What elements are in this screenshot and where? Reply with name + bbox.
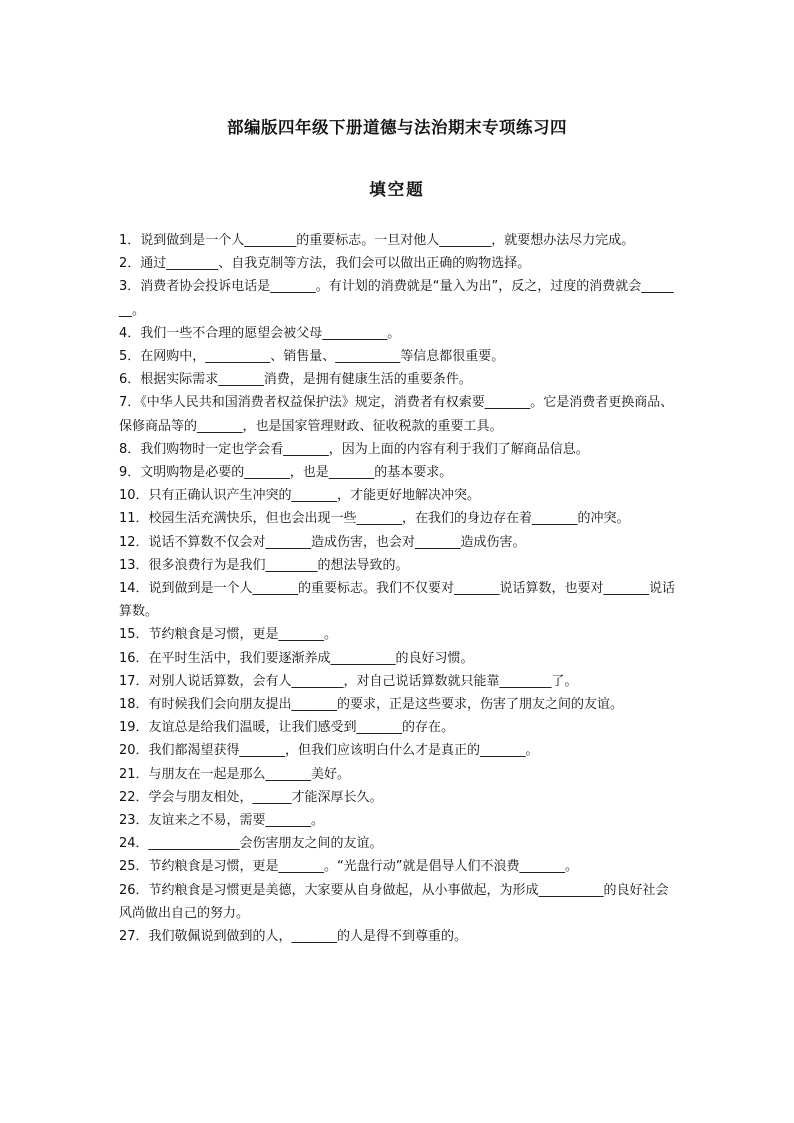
question-text: 15．节约粮食是习惯，更是_______。 <box>119 627 338 643</box>
question-text: 18．有时候我们会向朋友提出_______的要求，正是这些要求，伤害了朋友之间的友谊。 <box>119 697 624 713</box>
question-item <box>119 461 679 484</box>
question-text: 6．根据实际需求_______消费，是拥有健康生活的重要条件。 <box>119 372 472 388</box>
question-text: 7．《中华人民共和国消费者权益保护法》规定，消费者有权索要_______。它是消费者更换商品、保修商品等的_______，也是国家管理财政、征收税款的重要工具。 <box>119 395 674 434</box>
question-text: 17．对别人说话算数，会有人________，对自己说话算数就只能靠________了。 <box>119 673 578 689</box>
question-item <box>119 670 679 693</box>
question-item <box>119 554 679 577</box>
document-title: 部编版四年级下册道德与法治期末专项练习四 <box>227 118 567 137</box>
question-item <box>119 531 679 554</box>
question-text: 26．节约粮食是习惯更是美德，大家要从自身做起，从小事做起，为形成__________的良好社会风尚做出自己的努力。 <box>119 882 669 921</box>
question-item <box>119 647 679 670</box>
question-text: 14．说到做到是一个人_______的重要标志。我们不仅要对_______说话算数，也要对_______说话算数。 <box>119 581 676 620</box>
question-text: 19．友谊总是给我们温暖，让我们感受到_______的存在。 <box>119 720 455 736</box>
question-item <box>119 809 679 832</box>
question-text: 3．消费者协会投诉电话是_______。有计划的消费就是“量入为出”，反之，过度的消费就会_______。 <box>119 279 674 318</box>
question-item <box>119 252 679 275</box>
question-text: 16．在平时生活中，我们要逐渐养成__________的良好习惯。 <box>119 650 474 666</box>
question-text: 1．说到做到是一个人________的重要标志。一旦对他人________，就要想办法尽力完成。 <box>119 233 635 248</box>
question-item <box>119 879 679 925</box>
question-item <box>119 229 679 252</box>
question-item <box>119 623 679 646</box>
question-text: 22．学会与朋友相处，______才能深厚长久。 <box>119 789 383 805</box>
question-item <box>119 345 679 368</box>
question-text: 12．说话不算数不仅会对_______造成伤害，也会对_______造成伤害。 <box>119 534 526 550</box>
question-item <box>119 577 679 623</box>
question-item <box>119 925 679 948</box>
question-item <box>119 507 679 530</box>
question-item <box>119 391 679 437</box>
question-item <box>119 832 679 855</box>
question-text: 24．______________会伤害朋友之间的友谊。 <box>119 836 383 852</box>
question-item <box>119 739 679 762</box>
question-item <box>119 855 679 878</box>
question-text: 5．在网购中，__________、销售量、__________等信息都很重要。 <box>119 349 505 365</box>
question-item <box>119 716 679 739</box>
question-text: 25．节约粮食是习惯，更是_______。“光盘行动”就是倡导人们不浪费_______。 <box>119 859 579 875</box>
question-item <box>119 763 679 786</box>
question-text: 8．我们购物时一定也学会看_______，因为上面的内容有利于我们了解商品信息。 <box>119 441 589 457</box>
question-text: 20．我们都渴望获得_______，但我们应该明白什么才是真正的_______。 <box>119 743 539 759</box>
question-item <box>119 438 679 461</box>
question-item <box>119 368 679 391</box>
question-item <box>119 693 679 716</box>
question-text: 21．与朋友在一起是那么_______美好。 <box>119 766 351 782</box>
question-item <box>119 275 679 321</box>
question-item <box>119 322 679 345</box>
question-text: 2．通过________、自我克制等方法，我们会可以做出正确的购物选择。 <box>119 256 531 272</box>
question-text: 11．校园生活充满快乐，但也会出现一些_______，在我们的身边存在着_______的冲突。 <box>119 511 630 527</box>
question-item <box>119 786 679 809</box>
question-text: 23．友谊来之不易，需要_______。 <box>119 813 325 829</box>
question-list <box>119 229 679 948</box>
question-text: 13．很多浪费行为是我们________的想法导致的。 <box>119 557 409 573</box>
section-heading: 填空题 <box>369 180 425 199</box>
question-text: 10．只有正确认识产生冲突的_______，才能更好地解决冲突。 <box>119 488 481 504</box>
question-item <box>119 484 679 507</box>
question-text: 9．文明购物是必要的_______，也是_______的基本要求。 <box>119 465 453 481</box>
question-text: 27．我们敬佩说到做到的人，_______的人是得不到尊重的。 <box>119 929 468 945</box>
question-text: 4．我们一些不合理的愿望会被父母__________。 <box>119 325 401 341</box>
